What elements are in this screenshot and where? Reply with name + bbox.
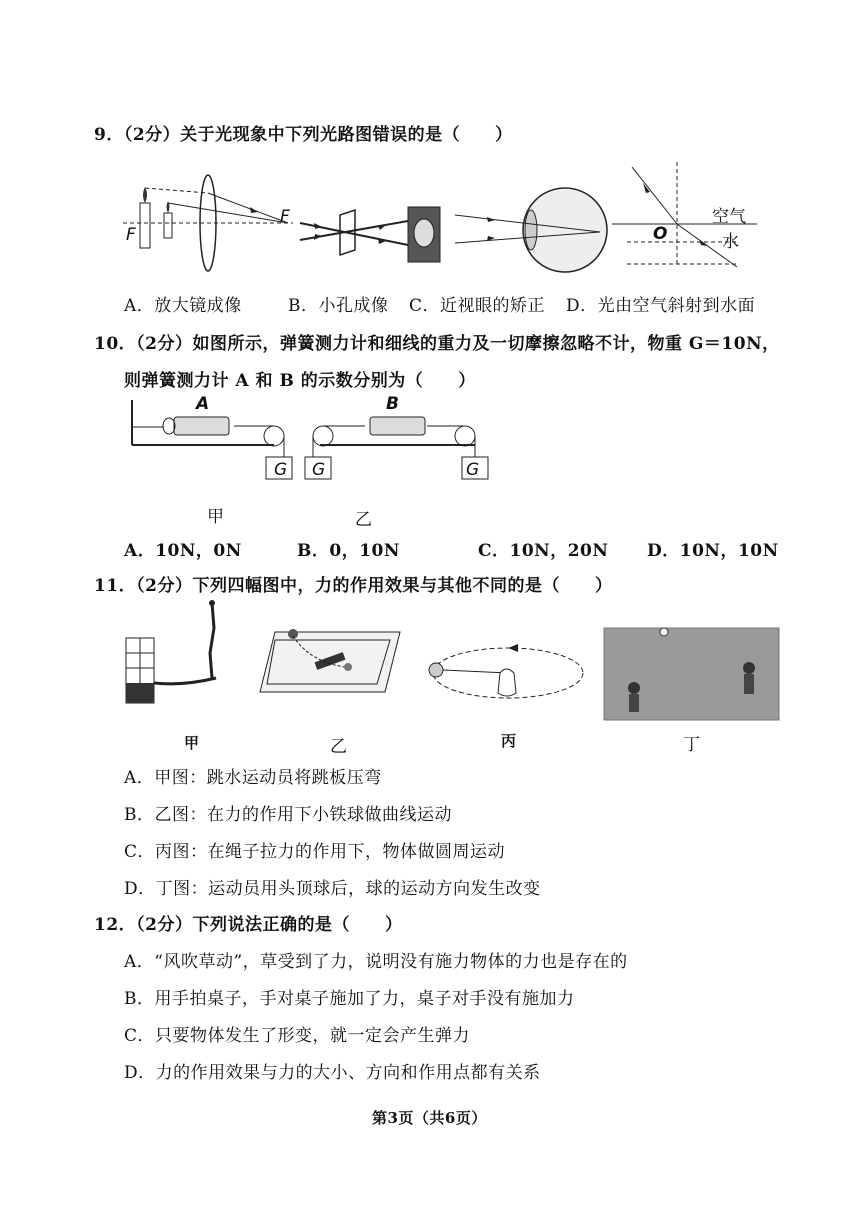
q9-fig-f-right: F bbox=[280, 207, 290, 227]
q9-fig-b-pinhole bbox=[300, 205, 445, 275]
q9-fig-a-magnifier bbox=[118, 168, 298, 278]
q10-stem-line2: 则弹簧测力计 A 和 B 的示数分别为（ ） bbox=[124, 371, 476, 391]
q9-stem: 9．（2分）关于光现象中下列光路图错误的是（ ） bbox=[94, 125, 513, 145]
q12-stem: 12．（2分）下列说法正确的是（ ） bbox=[94, 915, 403, 935]
q10-stem-line1: 10．（2分）如图所示，弹簧测力计和细线的重力及一切摩擦忽略不计，物重 G＝10N， bbox=[94, 334, 780, 354]
q10-fig-b: B bbox=[386, 394, 399, 414]
q10-opt-d: D．10N，10N bbox=[647, 541, 779, 561]
q11-opt-d: D．丁图：运动员用头顶球后，球的运动方向发生改变 bbox=[124, 879, 541, 899]
q9-fig-f-left: F bbox=[126, 225, 136, 245]
q12-opt-b: B．用手拍桌子，手对桌子施加了力，桌子对手没有施加力 bbox=[124, 989, 575, 1009]
q11-opt-b: B．乙图：在力的作用下小铁球做曲线运动 bbox=[124, 805, 452, 825]
q10-opt-b: B．0，10N bbox=[297, 541, 400, 561]
q11-fig-bing-circular bbox=[428, 640, 593, 715]
q9-opt-b: B．小孔成像 bbox=[288, 296, 389, 316]
q12-opt-d: D．力的作用效果与力的大小、方向和作用点都有关系 bbox=[124, 1063, 541, 1083]
q9-fig-air: 空气 bbox=[712, 207, 746, 227]
q10-fig-g3: G bbox=[466, 460, 480, 480]
q11-fig-jia-diving bbox=[124, 598, 224, 708]
q12-opt-a: A．“风吹草动”，草受到了力，说明没有施力物体的力也是存在的 bbox=[124, 952, 628, 972]
q9-opt-d: D．光由空气斜射到水面 bbox=[566, 296, 756, 316]
q10-fig-yi-label: 乙 bbox=[355, 510, 373, 530]
q11-fig-yi-ball bbox=[255, 622, 405, 702]
q11-fig-ding-header bbox=[604, 628, 779, 720]
page-footer: 第3页（共6页） bbox=[372, 1109, 487, 1127]
q12-opt-c: C．只要物体发生了形变，就一定会产生弹力 bbox=[124, 1026, 471, 1046]
q11-fig-yi-label: 乙 bbox=[330, 737, 348, 757]
q9-fig-o: O bbox=[653, 224, 668, 244]
q10-fig-g1: G bbox=[274, 460, 288, 480]
q11-fig-ding-label: 丁 bbox=[683, 735, 701, 755]
q11-fig-jia-label: 甲 bbox=[184, 734, 200, 752]
q10-opt-c: C．10N，20N bbox=[478, 541, 609, 561]
q10-fig-jia-label: 甲 bbox=[207, 507, 225, 527]
q9-fig-c-eye bbox=[455, 185, 605, 275]
q10-fig-a: A bbox=[196, 394, 210, 414]
q11-opt-c: C．丙图：在绳子拉力的作用下，物体做圆周运动 bbox=[124, 842, 506, 862]
q10-opt-a: A．10N，0N bbox=[124, 541, 242, 561]
q11-opt-a: A．甲图：跳水运动员将跳板压弯 bbox=[124, 768, 382, 788]
q10-fig-g2: G bbox=[312, 460, 326, 480]
q11-fig-bing-label: 丙 bbox=[501, 732, 517, 750]
q11-stem: 11．（2分）下列四幅图中，力的作用效果与其他不同的是（ ） bbox=[94, 576, 613, 596]
q9-opt-a: A．放大镜成像 bbox=[124, 296, 242, 316]
q9-fig-water: 水 bbox=[722, 232, 739, 252]
q9-opt-c: C．近视眼的矫正 bbox=[409, 296, 546, 316]
